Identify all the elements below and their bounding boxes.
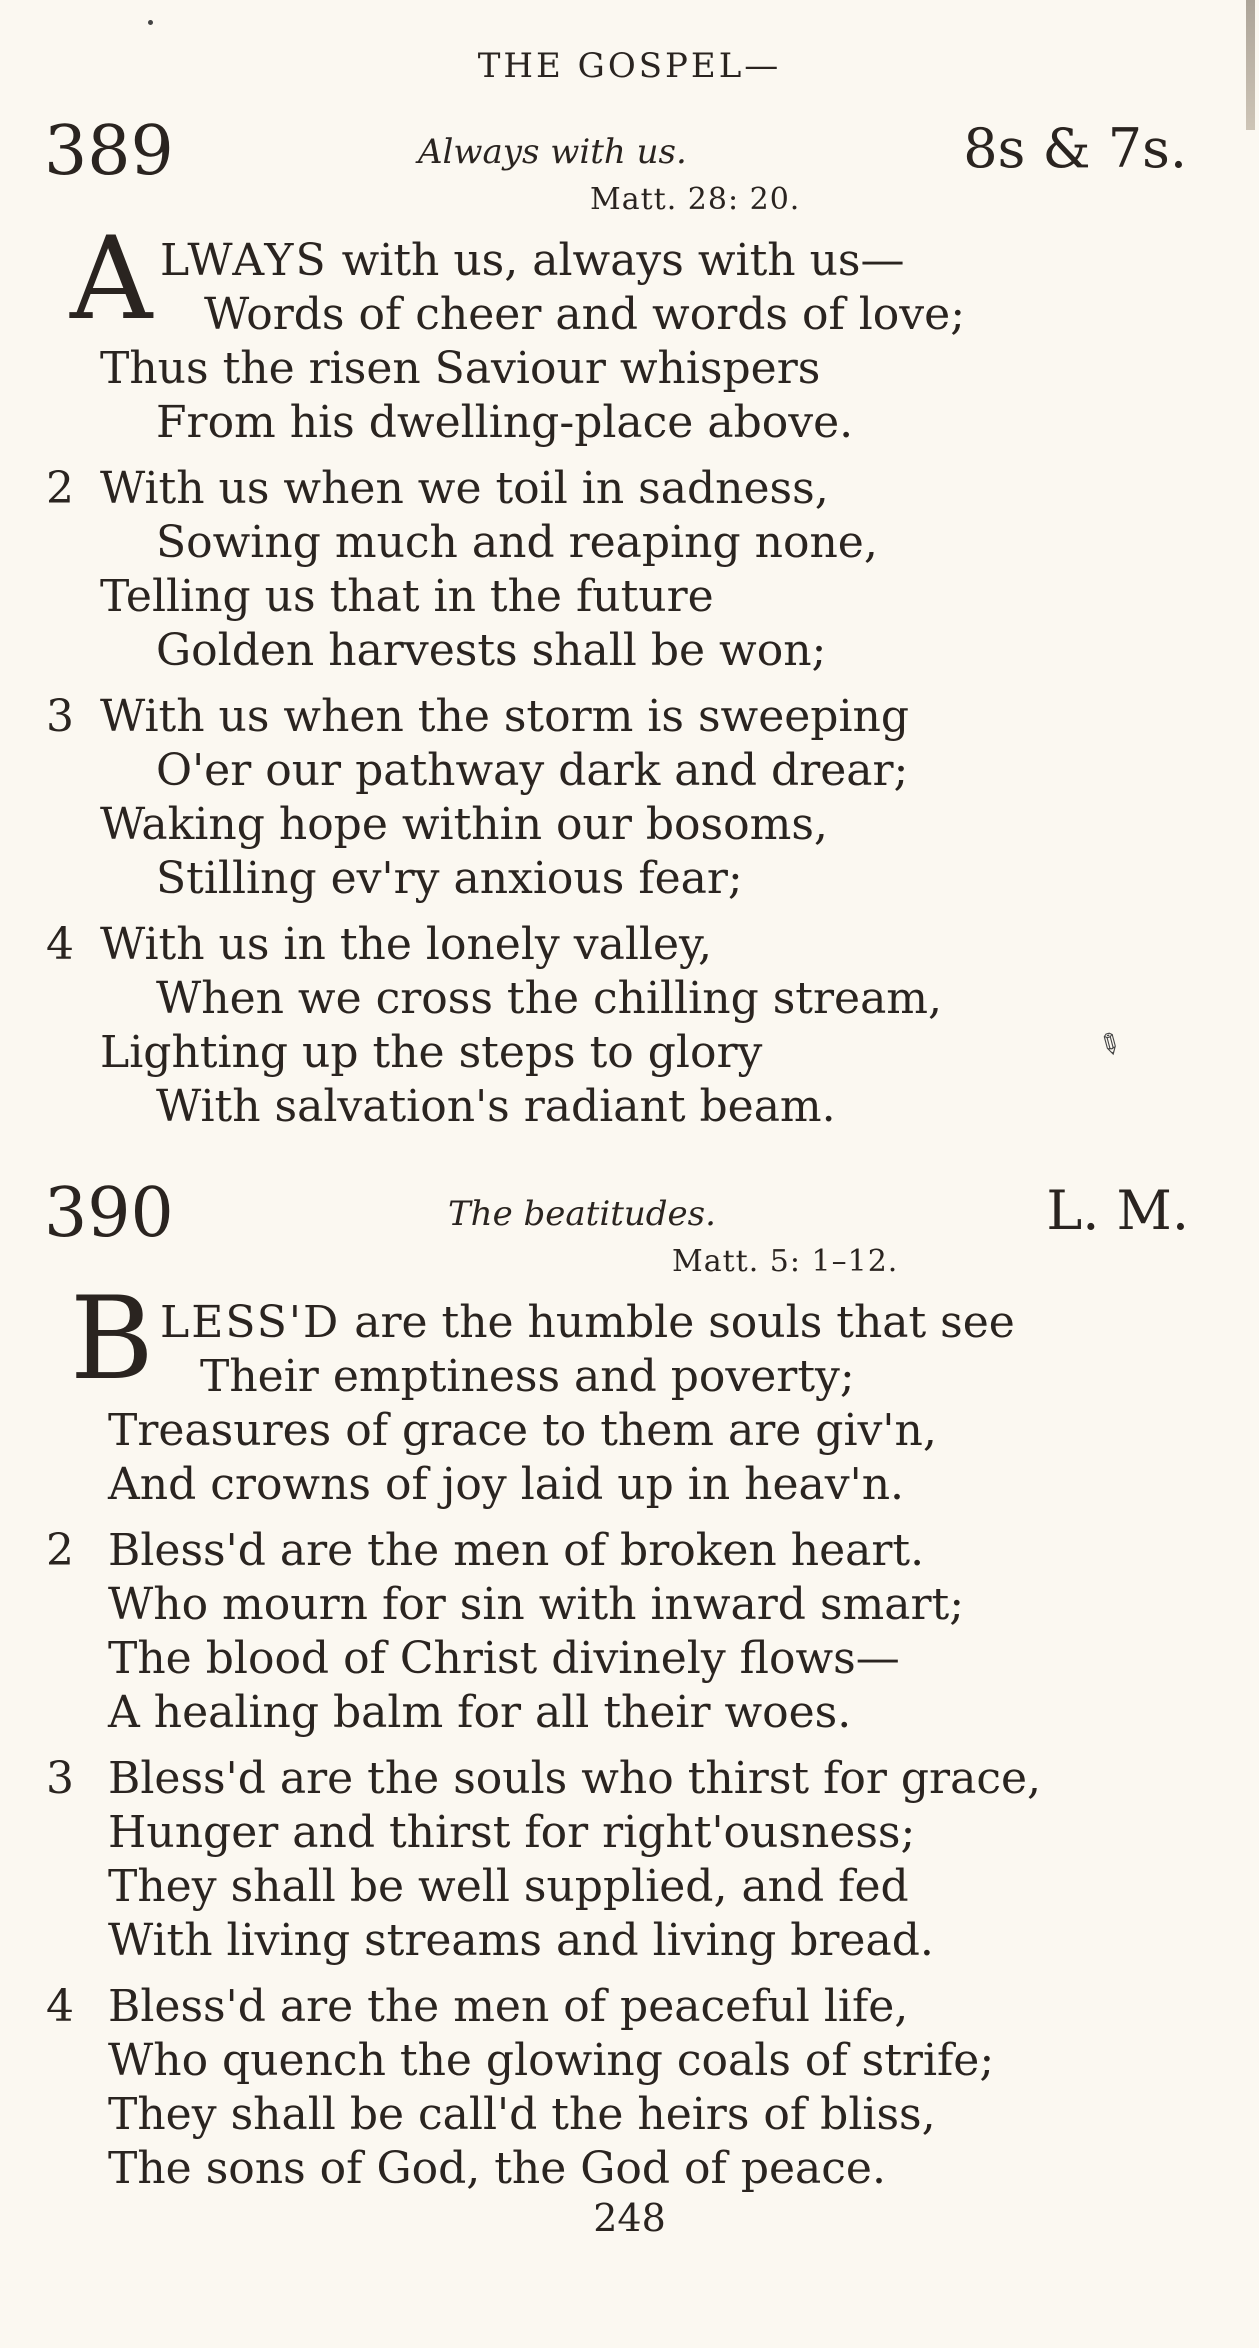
hymn-390-header [0,1174,1259,1260]
verse-line: Bless'd are the men of peaceful life, [108,1981,909,2032]
verse-line: When we cross the chilling stream, [156,973,943,1024]
verse-line: With living streams and living bread. [108,1915,934,1966]
verse-line: They shall be call'd the heirs of bliss, [108,2089,936,2140]
verse-line: LWAYS with us, always with us— [160,235,905,286]
verse-line: O'er our pathway dark and drear; [156,745,909,796]
verse-line: They shall be well supplied, and fed [108,1861,909,1912]
verse-line: Stilling ev'ry anxious fear; [156,853,743,904]
verse-line: The blood of Christ divinely flows— [108,1633,900,1684]
stanza-number: 4 [46,919,74,970]
verse-line: With us when we toil in sadness, [100,463,829,514]
page-number: 248 [593,2196,666,2240]
verse-line: Waking hope within our bosoms, [100,799,828,850]
verse-line: Thus the risen Saviour whispers [100,343,821,394]
verse-line: With us in the lonely valley, [100,919,713,970]
verse-line: From his dwelling-place above. [156,397,854,448]
stanza-number: 3 [46,1753,74,1804]
verse-line: Who quench the glowing coals of strife; [108,2035,995,2086]
verse-line: With us when the storm is sweeping [100,691,910,742]
verse-line: Bless'd are the souls who thirst for grace, [108,1753,1041,1804]
hymn-number: 390 [44,1174,174,1253]
verse-line: Lighting up the steps to glory [100,1027,763,1078]
drop-cap: A [70,212,153,345]
verse-line: Treasures of grace to them are giv'n, [108,1405,937,1456]
stanza-number: 4 [46,1981,74,2032]
hymn-meter: 8s & 7s. [963,117,1187,180]
stanza-number: 2 [46,1525,74,1576]
drop-cap: B [70,1272,154,1405]
stanza-number: 3 [46,691,74,742]
scripture-reference: Matt. 28: 20. [590,182,801,217]
verse-line: Golden harvests shall be won; [156,625,827,676]
running-head: THE GOSPEL— [477,46,782,86]
hymn-number: 389 [44,112,174,191]
verse-line: Words of cheer and words of love; [204,289,966,340]
verse-line: The sons of God, the God of peace. [108,2143,886,2194]
verse-line: Telling us that in the future [100,571,714,622]
verse-line: Their emptiness and poverty; [200,1351,855,1402]
scripture-reference: Matt. 5: 1–12. [672,1244,899,1279]
hymn-title: Always with us. [418,132,687,172]
verse-line: A healing balm for all their woes. [108,1687,852,1738]
ink-mark-icon: ✎ [1091,1024,1129,1065]
verse-line: With salvation's radiant beam. [156,1081,836,1132]
page-speck [148,20,153,25]
verse-line: Hunger and thirst for right'ousness; [108,1807,916,1858]
verse-line: Sowing much and reaping none, [156,517,878,568]
hymn-meter: L. M. [1046,1179,1189,1242]
verse-line: And crowns of joy laid up in heav'n. [108,1459,905,1510]
verse-line: LESS'D are the humble souls that see [160,1297,1015,1348]
stanza-number: 2 [46,463,74,514]
hymn-title: The beatitudes. [448,1194,716,1234]
verse-line: Bless'd are the men of broken heart. [108,1525,925,1576]
verse-line: Who mourn for sin with inward smart; [108,1579,965,1630]
